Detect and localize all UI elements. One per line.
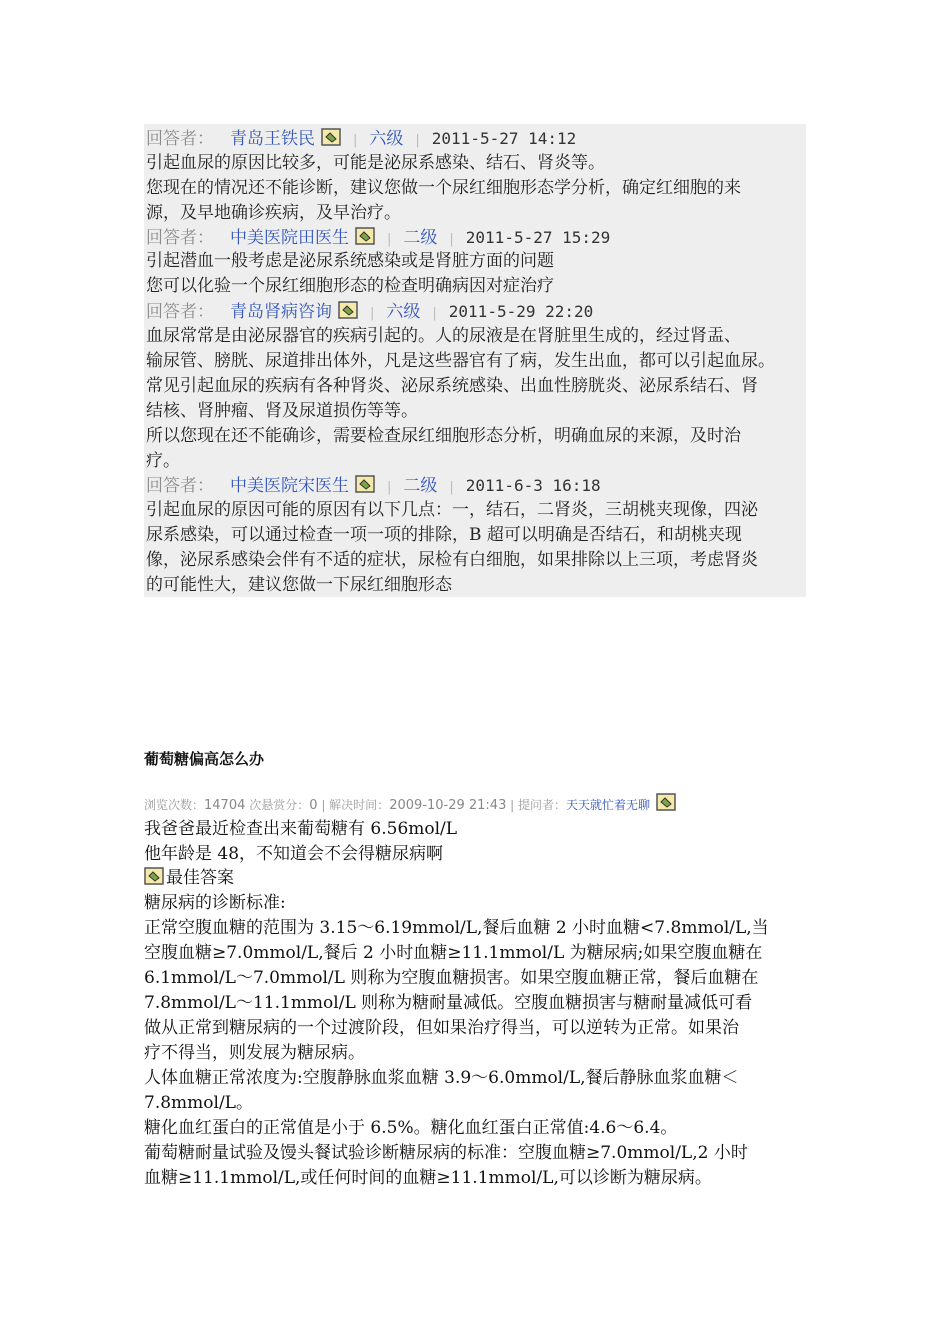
separator: | <box>370 306 375 321</box>
views-count: 14704 <box>204 798 246 813</box>
answer-date: 2011-5-27 15:29 <box>465 228 611 247</box>
separator: | <box>387 232 392 247</box>
best-answer-icon <box>144 867 164 885</box>
user-badge-icon <box>321 128 341 146</box>
best-answer-line: 空腹血糖≥7.0mmol/L,餐后 2 小时血糖≥11.1mmol/L 为糖尿病;如果空腹血糖在 <box>144 943 763 963</box>
answer-text-line: 引起血尿的原因比较多，可能是泌尿系感染、结石、肾炎等。 <box>146 153 605 173</box>
best-answer-line: 疗不得当，则发展为糖尿病。 <box>144 1043 365 1063</box>
answer-date: 2011-5-29 22:20 <box>448 302 594 321</box>
answerer-name[interactable]: 中美医院宋医生 <box>230 476 349 496</box>
answer-date: 2011-5-27 14:12 <box>431 129 577 148</box>
separator: | <box>353 133 358 148</box>
user-badge-icon <box>355 475 375 493</box>
answer-meta <box>146 299 593 326</box>
answerer-label: 回答者： <box>146 228 214 248</box>
user-badge-icon <box>355 227 375 245</box>
best-answer-line: 正常空腹血糖的范围为 3.15～6.19mmol/L,餐后血糖 2 小时血糖<7.8mmol/L,当 <box>144 918 769 938</box>
separator: | <box>415 133 420 148</box>
answer-text-line: 引起血尿的原因可能的原因有以下几点：一，结石，二肾炎，三胡桃夹现像，四泌 <box>146 500 758 520</box>
views-label: 浏览次数： <box>144 798 205 812</box>
answerer-level[interactable]: 六级 <box>369 129 404 149</box>
answer-text-line: 输尿管、膀胱、尿道排出体外，凡是这些器官有了病，发生出血，都可以引起血尿。 <box>146 351 775 371</box>
best-answer-line: 做从正常到糖尿病的一个过渡阶段，但如果治疗得当，可以逆转为正常。如果治 <box>144 1018 739 1038</box>
question-title[interactable]: 葡萄糖偏高怎么办 <box>144 750 265 768</box>
user-badge-icon <box>656 793 676 811</box>
answers-panel <box>144 124 806 597</box>
best-answer-line: 7.8mmol/L。 <box>144 1093 253 1113</box>
answer-text-line: 您现在的情况还不能诊断，建议您做一个尿红细胞形态学分析，确定红细胞的来 <box>146 178 741 198</box>
asker-name[interactable]: 天天就忙着无聊 <box>566 798 651 812</box>
question-stats <box>144 793 676 813</box>
separator: | <box>449 232 454 247</box>
best-answer-line: 6.1mmol/L～7.0mmol/L 则称为空腹血糖损害。如果空腹血糖正常，餐后血糖在 <box>144 968 759 988</box>
answer-text-line: 源，及早地确诊疾病，及早治疗。 <box>146 203 401 223</box>
user-badge-icon <box>338 301 358 319</box>
best-answer-line: 7.8mmol/L～11.1mmol/L 则称为糖耐量减低。空腹血糖损害与糖耐量减低可看 <box>144 993 753 1013</box>
answerer-level[interactable]: 二级 <box>403 476 438 496</box>
separator: | <box>387 480 392 495</box>
question-body-line: 我爸爸最近检查出来葡萄糖有 6.56mol/L <box>144 819 458 839</box>
answerer-label: 回答者： <box>146 302 214 322</box>
answer-text-line: 结核、肾肿瘤、肾及尿道损伤等等。 <box>146 401 418 421</box>
bounty-label: 次悬赏分： <box>249 798 310 812</box>
answerer-label: 回答者： <box>146 129 214 149</box>
answer-text-line: 的可能性大，建议您做一下尿红细胞形态 <box>146 575 452 595</box>
answerer-level[interactable]: 六级 <box>386 302 421 322</box>
answerer-name[interactable]: 青岛王铁民 <box>230 129 315 149</box>
best-answer-line: 人体血糖正常浓度为:空腹静脉血浆血糖 3.9～6.0mmol/L,餐后静脉血浆血糖＜ <box>144 1068 739 1088</box>
answer-meta <box>146 473 601 500</box>
answer-text-line: 常见引起血尿的疾病有各种肾炎、泌尿系统感染、出血性膀胱炎、泌尿系结石、肾 <box>146 376 758 396</box>
answer-text-line: 血尿常常是由泌尿器官的疾病引起的。人的尿液是在肾脏里生成的，经过肾盂、 <box>146 326 741 346</box>
best-answer-label: 最佳答案 <box>166 868 234 888</box>
best-answer-line: 糖尿病的诊断标准: <box>144 893 286 913</box>
answer-date: 2011-6-3 16:18 <box>465 476 601 495</box>
question-body-line: 他年龄是 48，不知道会不会得糖尿病啊 <box>144 844 444 864</box>
solved-label: | 解决时间： <box>321 798 390 812</box>
solved-time: 2009-10-29 21:43 <box>389 798 507 813</box>
answer-text-line: 所以您现在还不能确诊，需要检查尿红细胞形态分析，明确血尿的来源，及时治 <box>146 426 741 446</box>
answerer-level[interactable]: 二级 <box>403 228 438 248</box>
answer-meta <box>146 225 610 252</box>
answerer-name[interactable]: 青岛肾病咨询 <box>230 302 332 322</box>
asker-label: | 提问者： <box>510 798 567 812</box>
best-answer-header <box>144 866 234 891</box>
best-answer-line: 糖化血红蛋白的正常值是小于 6.5%。糖化血红蛋白正常值:4.6～6.4。 <box>144 1118 678 1138</box>
best-answer-line: 血糖≥11.1mmol/L,或任何时间的血糖≥11.1mmol/L,可以诊断为糖尿病。 <box>144 1168 712 1188</box>
answer-text-line: 尿系感染，可以通过检查一项一项的排除，B 超可以明确是否结石，和胡桃夹现 <box>146 525 742 545</box>
answer-text-line: 像，泌尿系感染会伴有不适的症状，尿检有白细胞，如果排除以上三项，考虑肾炎 <box>146 550 758 570</box>
separator: | <box>432 306 437 321</box>
answer-text-line: 疗。 <box>146 451 180 471</box>
best-answer-line: 葡萄糖耐量试验及馒头餐试验诊断糖尿病的标准：空腹血糖≥7.0mmol/L,2 小时 <box>144 1143 748 1163</box>
answer-meta <box>146 126 576 153</box>
answer-text-line: 引起潜血一般考虑是泌尿系统感染或是肾脏方面的问题 <box>146 251 554 271</box>
separator: | <box>449 480 454 495</box>
answerer-label: 回答者： <box>146 476 214 496</box>
bounty-value: 0 <box>309 798 318 813</box>
answerer-name[interactable]: 中美医院田医生 <box>230 228 349 248</box>
answer-text-line: 您可以化验一个尿红细胞形态的检查明确病因对症治疗 <box>146 276 554 296</box>
